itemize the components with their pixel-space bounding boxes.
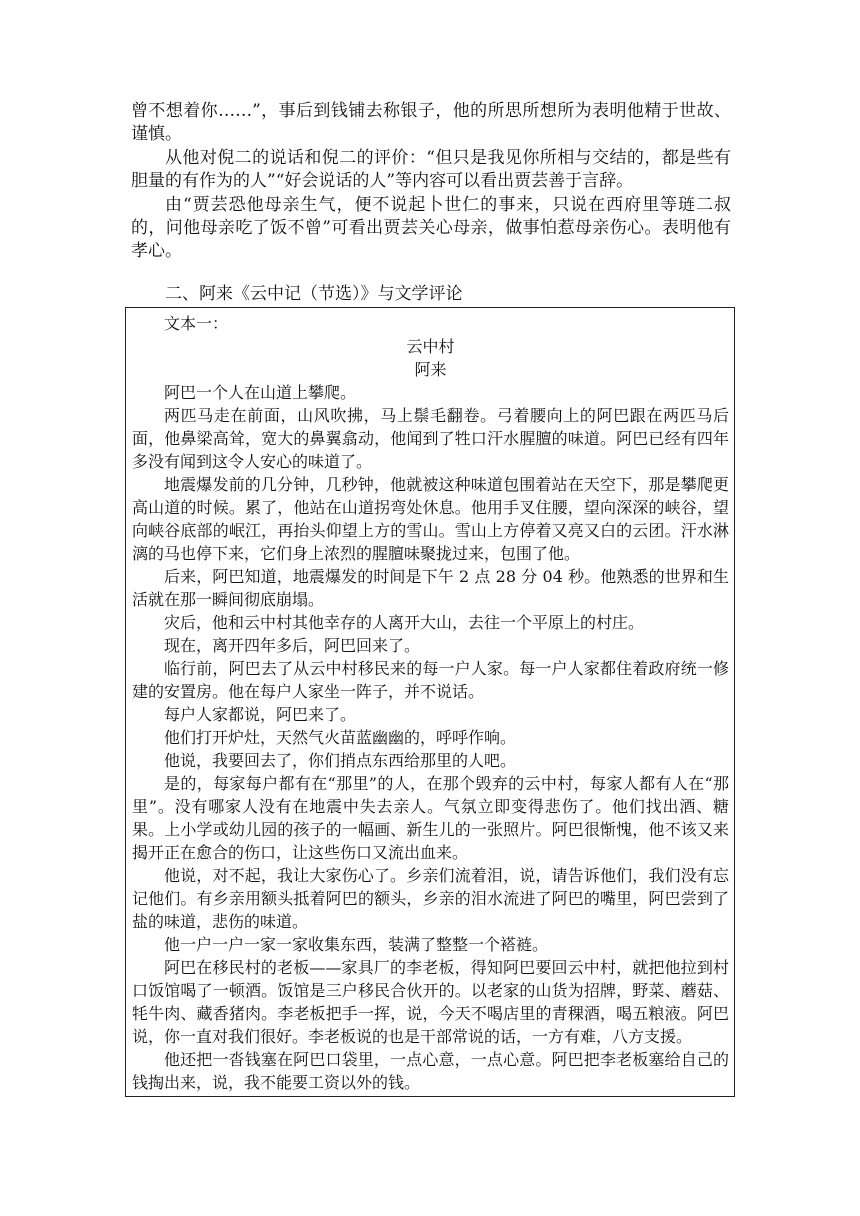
text-paragraph: 现在，离开四年多后，阿巴回来了。 [164,636,421,655]
text-paragraph: 临行前，阿巴去了从云中村移民来的每一户人家。每一户人家都住着政府统一修建的安置房。他在每户人家坐一阵子，并不说话。 [132,659,729,701]
text-paragraph: 他一户一户一家一家收集东西，装满了整整一个褡裢。 [164,935,549,954]
text-title: 云中村 [406,337,455,356]
text-one-box [125,307,735,1097]
top-paragraph-3: 由“贾芸恐他母亲生气，便不说起卜世仁的事来，只说在西府里等琏二叔的，问他母亲吃了饭不曾”可看出贾芸关心母亲，做事怕惹母亲伤心。表明他有孝心。 [131,194,731,262]
text-paragraph: 地震爆发前的几分钟，几秒钟，他就被这种味道包围着站在天空下，那是攀爬更高山道的时候。累了，他站在山道拐弯处休息。他用手叉住腰，望向深深的峡谷，望向峡谷底部的岷江，再抬头仰望上方的雪山。雪山上方停着又亮又白的云团。汗水淋漓的马也停下来，它们身上浓烈的腥膻味聚拢过来，包围了他。 [132,475,729,563]
text-paragraph: 阿巴在移民村的老板——家具厂的李老板，得知阿巴要回云中村，就把他拉到村口饭馆喝了一顿酒。饭馆是三户移民合伙开的。以老家的山货为招牌，野菜、蘑菇、牦牛肉、藏香猪肉。李老板把手一挥，说，今天不喝店里的青稞酒，喝五粮液。阿巴说，你一直对我们很好。李老板说的也是干部常说的话，一方有难，八方支援。 [132,958,729,1046]
text-paragraph: 他们打开炉灶，天然气火苗蓝幽幽的，呼呼作响。 [164,728,517,747]
text-label: 文本一： [164,314,229,333]
text-paragraph: 他说，我要回去了，你们捎点东西给那里的人吧。 [164,751,517,770]
text-paragraph: 阿巴一个人在山道上攀爬。 [164,383,357,402]
text-paragraph: 后来，阿巴知道，地震爆发的时间是下午 2 点 28 分 04 秒。他熟悉的世界和生活就在那一瞬间彻底崩塌。 [132,567,729,609]
section-heading: 二、阿来《云中记（节选）》与文学评论 [165,284,463,304]
top-paragraph-1: 曾不想着你……”，事后到钱铺去称银子，他的所思所想所为表明他精于世故、谨慎。 [131,101,731,145]
text-paragraph: 两匹马走在前面，山风吹拂，马上鬃毛翻卷。弓着腰向上的阿巴跟在两匹马后面，他鼻梁高耸，宽大的鼻翼翕动，他闻到了牲口汗水腥膻的味道。阿巴已经有四年多没有闻到这令人安心的味道了。 [132,406,729,471]
text-author: 阿来 [414,360,447,379]
text-paragraph: 是的，每家每户都有在“那里”的人，在那个毁弃的云中村，每家人都有人在“那里”。没有哪家人没有在地震中失去亲人。气氛立即变得悲伤了。他们找出酒、糖果。上小学或幼儿园的孩子的一幅画、新生儿的一张照片。阿巴很惭愧，他不该又来揭开正在愈合的伤口，让这些伤口又流出血来。 [132,774,729,862]
text-paragraph: 他还把一沓钱塞在阿巴口袋里，一点心意，一点心意。阿巴把李老板塞给自己的钱掏出来，说，我不能要工资以外的钱。 [132,1050,729,1092]
top-text-block [131,100,731,264]
text-paragraph: 他说，对不起，我让大家伤心了。乡亲们流着泪，说，请告诉他们，我们没有忘记他们。有乡亲用额头抵着阿巴的额头，乡亲的泪水流进了阿巴的嘴里，阿巴尝到了盐的味道，悲伤的味道。 [132,866,729,931]
text-paragraph: 每户人家都说，阿巴来了。 [164,705,357,724]
top-paragraph-2: 从他对倪二的说话和倪二的评价：“但只是我见你所相与交结的，都是些有胆量的有作为的人”“好会说话的人”等内容可以看出贾芸善于言辞。 [131,147,731,192]
text-paragraph: 灾后，他和云中村其他幸存的人离开大山，去往一个平原上的村庄。 [164,613,645,632]
